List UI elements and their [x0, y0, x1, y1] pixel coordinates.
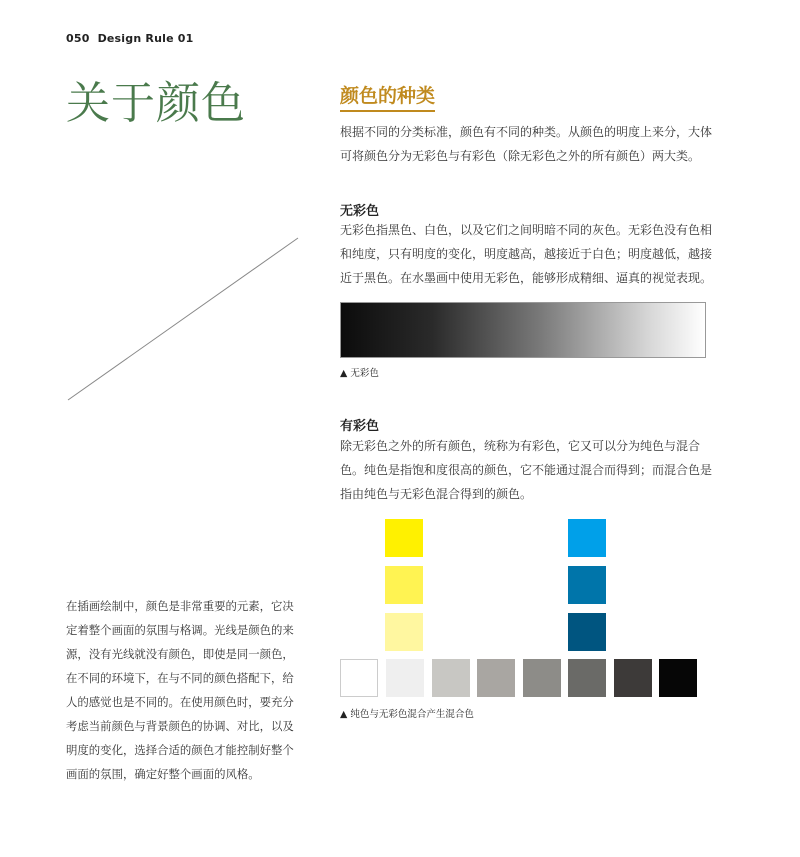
- yellow-swatch: [385, 519, 423, 557]
- blue-swatch: [568, 613, 606, 651]
- chromatic-paragraph: 除无彩色之外的所有颜色，统称为有彩色，它又可以分为纯色与混合色。纯色是指饱和度很高的颜色，它不能通过混合而得到；而混合色是指由纯色与无彩色混合得到的颜色。: [340, 439, 713, 501]
- decorative-diagonal-line: [66, 236, 300, 402]
- achromatic-heading: 无彩色: [340, 204, 380, 219]
- gray-swatch: [477, 659, 515, 697]
- mix-caption: ▲ 纯色与无彩色混合产生混合色: [340, 709, 474, 720]
- blue-swatch: [568, 566, 606, 604]
- gray-swatch: [659, 659, 697, 697]
- page-number: 050: [66, 32, 90, 45]
- gray-swatch: [614, 659, 652, 697]
- gray-swatch: [386, 659, 424, 697]
- gray-swatch: [568, 659, 606, 697]
- yellow-swatch: [385, 613, 423, 651]
- left-paragraph: 在插画绘制中，颜色是非常重要的元素，它决定着整个画面的氛围与格调。光线是颜色的来源，没有光线就没有颜色，即使是同一颜色，在不同的环境下，在与不同的颜色搭配下，给人的感觉也是不同的。在使用颜色时，要充分考虑当前颜色与背景颜色的协调、对比，以及明度的变化，选择合适的颜色才能控制好整个画面的氛围，确定好整个画面的风格。: [66, 599, 294, 781]
- gray-swatch: [432, 659, 470, 697]
- blue-swatch: [568, 519, 606, 557]
- gray-swatch: [523, 659, 561, 697]
- section-label: Design Rule 01: [97, 32, 194, 45]
- chromatic-heading: 有彩色: [340, 419, 380, 434]
- gray-swatch: [340, 659, 378, 697]
- achromatic-caption: ▲ 无彩色: [340, 368, 379, 379]
- yellow-swatch: [385, 566, 423, 604]
- intro-paragraph: 根据不同的分类标准，颜色有不同的种类。从颜色的明度上来分，大体可将颜色分为无彩色与有彩色（除无彩色之外的所有颜色）两大类。: [340, 125, 713, 163]
- page-header: [66, 32, 193, 45]
- section-heading: 颜色的种类: [340, 86, 435, 112]
- page-title: 关于颜色: [66, 78, 246, 129]
- achromatic-paragraph: 无彩色指黑色、白色，以及它们之间明暗不同的灰色。无彩色没有色相和纯度，只有明度的变化，明度越高，越接近于白色；明度越低，越接近于黑色。在水墨画中使用无彩色，能够形成精细、逼真的视觉表现。: [340, 223, 713, 285]
- achromatic-gradient-bar: [340, 302, 706, 358]
